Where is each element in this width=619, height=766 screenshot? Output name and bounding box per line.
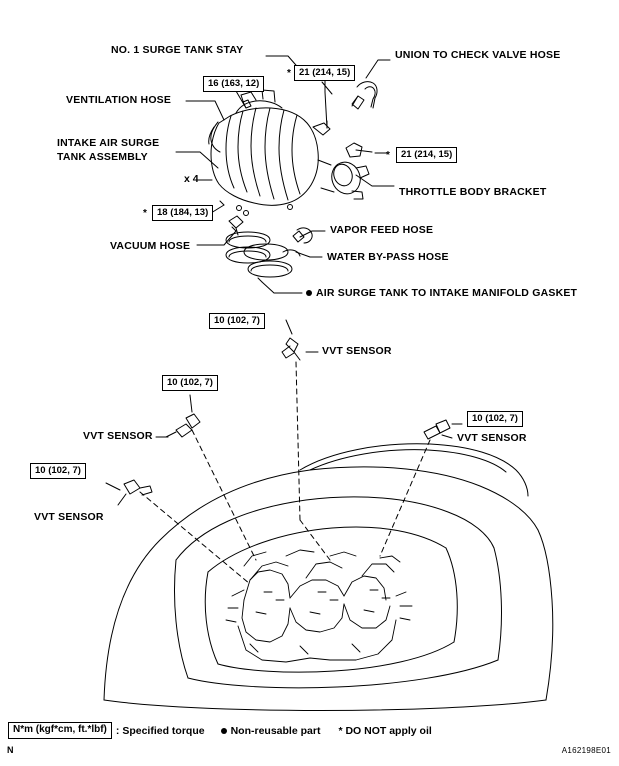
star-marker-21b: * — [386, 150, 390, 161]
dashed-leader-1 — [296, 362, 300, 520]
label-water-by-pass-hose: WATER BY-PASS HOSE — [327, 251, 449, 263]
surge-tank-body — [211, 108, 318, 205]
legend-non-reusable-text: Non-reusable part — [230, 724, 321, 737]
vvt-sensor-part-1 — [286, 338, 298, 352]
hood-opening-left — [175, 560, 189, 678]
hood-opening-top — [176, 497, 494, 560]
ventilation-hose-part — [211, 122, 220, 152]
leader-torque-10b — [190, 395, 192, 412]
leader-torque-21a — [322, 82, 332, 94]
label-ventilation-hose: VENTILATION HOSE — [66, 94, 172, 106]
torque-21-b: 21 (214, 15) — [396, 147, 457, 163]
vacuum-hose-part — [229, 216, 243, 228]
legend-non-reusable — [221, 725, 321, 737]
label-vvt-sensor-4: VVT SENSOR — [457, 432, 527, 444]
label-throttle-body-bracket: THROTTLE BODY BRACKET — [399, 186, 547, 198]
star-marker-21a: * — [287, 68, 291, 79]
label-vacuum-hose: VACUUM HOSE — [110, 240, 191, 252]
star-marker-18: * — [143, 208, 147, 219]
torque-10-d: 10 (102, 7) — [467, 411, 523, 427]
dashed-leader-3 — [140, 492, 250, 584]
leader-ventilation-hose — [186, 101, 224, 120]
gasket-rings — [226, 232, 292, 277]
torque-10-b: 10 (102, 7) — [162, 375, 218, 391]
car-body-bottom — [104, 700, 546, 711]
car-body-left — [104, 467, 538, 700]
leader-throttle-body-bracket — [356, 175, 394, 186]
vvt-sensor-part-3 — [124, 480, 140, 494]
label-quantity-x4: x 4 — [184, 173, 199, 185]
leader-torque-10a — [286, 320, 292, 334]
engine-detail — [226, 550, 412, 662]
leader-union-check-valve — [366, 60, 390, 78]
document-id: A162198E01 — [561, 746, 611, 755]
torque-16: 16 (163, 12) — [203, 76, 264, 92]
legend-unit-box: N*m (kgf*cm, ft.*lbf) — [8, 722, 112, 739]
label-vapor-feed-hose: VAPOR FEED HOSE — [330, 224, 434, 236]
leader-vacuum-hose — [197, 231, 236, 245]
torque-21-a: 21 (214, 15) — [294, 65, 355, 81]
leader-torque-10c — [106, 483, 120, 490]
non-reusable-marker-gasket — [306, 290, 312, 296]
label-vvt-sensor-2: VVT SENSOR — [83, 430, 153, 442]
corner-mark: N — [7, 745, 14, 755]
leader-vvt-sensor-4 — [442, 435, 452, 438]
leader-gasket — [262, 282, 302, 293]
label-no1-surge-tank-stay: NO. 1 SURGE TANK STAY — [111, 44, 244, 56]
non-reusable-dot-icon — [221, 728, 227, 734]
legend-unit-text: : Specified torque — [115, 724, 205, 737]
torque-10-c: 10 (102, 7) — [30, 463, 86, 479]
label-intake-air-surge-tank-line2: TANK ASSEMBLY — [57, 151, 148, 163]
legend-do-not-apply-oil: * DO NOT apply oil — [338, 724, 432, 737]
label-vvt-sensor-3: VVT SENSOR — [34, 511, 104, 523]
label-union-to-check-valve-hose: UNION TO CHECK VALVE HOSE — [395, 49, 561, 61]
bolt-16 — [243, 100, 251, 108]
vvt-sensor-part-4 — [436, 420, 450, 433]
torque-18: 18 (184, 13) — [152, 205, 213, 221]
leader-vvt-sensor-3 — [118, 494, 126, 505]
label-vvt-sensor-1: VVT SENSOR — [322, 345, 392, 357]
legend — [8, 722, 611, 739]
torque-10-a: 10 (102, 7) — [209, 313, 265, 329]
union-check-valve-hose — [357, 82, 377, 108]
label-intake-air-surge-tank-line1: INTAKE AIR SURGE — [57, 137, 160, 149]
label-air-surge-tank-gasket: AIR SURGE TANK TO INTAKE MANIFOLD GASKET — [316, 287, 578, 299]
dashed-leader-2 — [192, 430, 256, 560]
